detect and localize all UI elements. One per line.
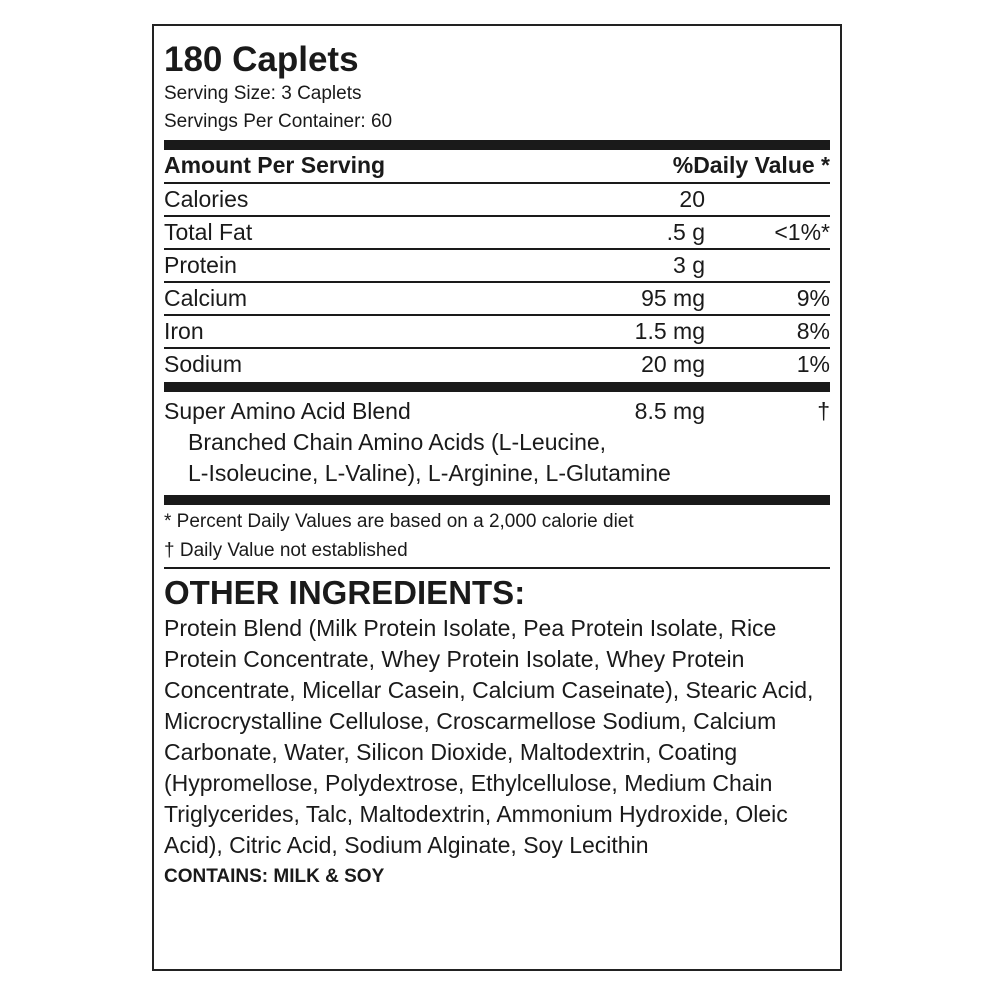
servings-per-container: Servings Per Container: 60 [164, 111, 393, 132]
supplement-facts-panel [152, 24, 842, 971]
nutrient-amount: 1.5 mg [634, 318, 705, 344]
footnote-daily-values: * Percent Daily Values are based on a 2,000 calorie diet [164, 511, 634, 532]
blend-amount: 8.5 mg [634, 398, 705, 424]
blend-row [164, 396, 830, 427]
blend-dv: † [817, 398, 830, 424]
allergen-statement: CONTAINS: MILK & SOY [164, 866, 385, 887]
table-row [164, 217, 830, 250]
header-daily-value: %Daily Value * [672, 152, 830, 178]
nutrient-name: Protein [164, 252, 237, 278]
other-ingredients-text: Protein Blend (Milk Protein Isolate, Pea Protein Isolate, Rice Protein Concentrate, Whey Protein Isolate, Whey Protein Concentrate, Micellar Casein, Calcium Caseinate), Stearic Acid, Microcrystalline Cellulose, Croscarmellose Sodium, Calcium Carbonate, Water, Silicon Dioxide, Maltodextrin, Coating (Hypromellose, Polydextrose, Ethylcellulose, Medium Chain Triglycerides, Talc, Maltodextrin, Ammonium Hydroxide, Oleic Acid), Citric Acid, Sodium Alginate, Soy Lecithin [164, 615, 814, 858]
thick-divider [164, 140, 830, 150]
nutrient-dv [705, 184, 830, 215]
thick-divider [164, 382, 830, 392]
nutrient-name: Iron [164, 318, 204, 344]
blend-name: Super Amino Acid Blend [164, 398, 411, 424]
nutrient-dv [705, 250, 830, 281]
nutrient-name: Total Fat [164, 219, 253, 245]
nutrient-dv: 8% [796, 318, 830, 344]
nutrient-amount: .5 g [666, 219, 705, 245]
nutrient-name: Calcium [164, 285, 248, 311]
table-row [164, 184, 830, 217]
nutrient-name: Calories [164, 186, 249, 212]
product-count-title: 180 Caplets [164, 40, 359, 79]
panel-content [164, 36, 830, 893]
table-row [164, 316, 830, 349]
table-row [164, 283, 830, 316]
nutrient-amount: 95 mg [641, 285, 705, 311]
blend-detail-line: L-Isoleucine, L-Valine), L-Arginine, L-Glutamine [188, 460, 671, 486]
nutrient-amount: 3 g [673, 252, 705, 278]
nutrient-dv: 9% [796, 285, 830, 311]
header-amount-per-serving: Amount Per Serving [164, 152, 386, 178]
nutrient-dv: 1% [796, 351, 830, 377]
other-ingredients-title: OTHER INGREDIENTS: [164, 574, 526, 611]
nutrient-amount: 20 mg [641, 351, 705, 377]
nutrient-amount: 20 [679, 186, 705, 212]
nutrient-name: Sodium [164, 351, 242, 377]
blend-detail [164, 427, 830, 495]
blend-detail-line: Branched Chain Amino Acids (L-Leucine, [188, 429, 607, 455]
nutrient-dv: <1%* [774, 219, 830, 245]
table-row [164, 250, 830, 283]
thin-divider [164, 567, 830, 569]
table-row [164, 349, 830, 380]
serving-size: Serving Size: 3 Caplets [164, 83, 362, 104]
thick-divider [164, 495, 830, 505]
footnote-dagger: † Daily Value not established [164, 540, 408, 561]
table-header [164, 150, 830, 184]
